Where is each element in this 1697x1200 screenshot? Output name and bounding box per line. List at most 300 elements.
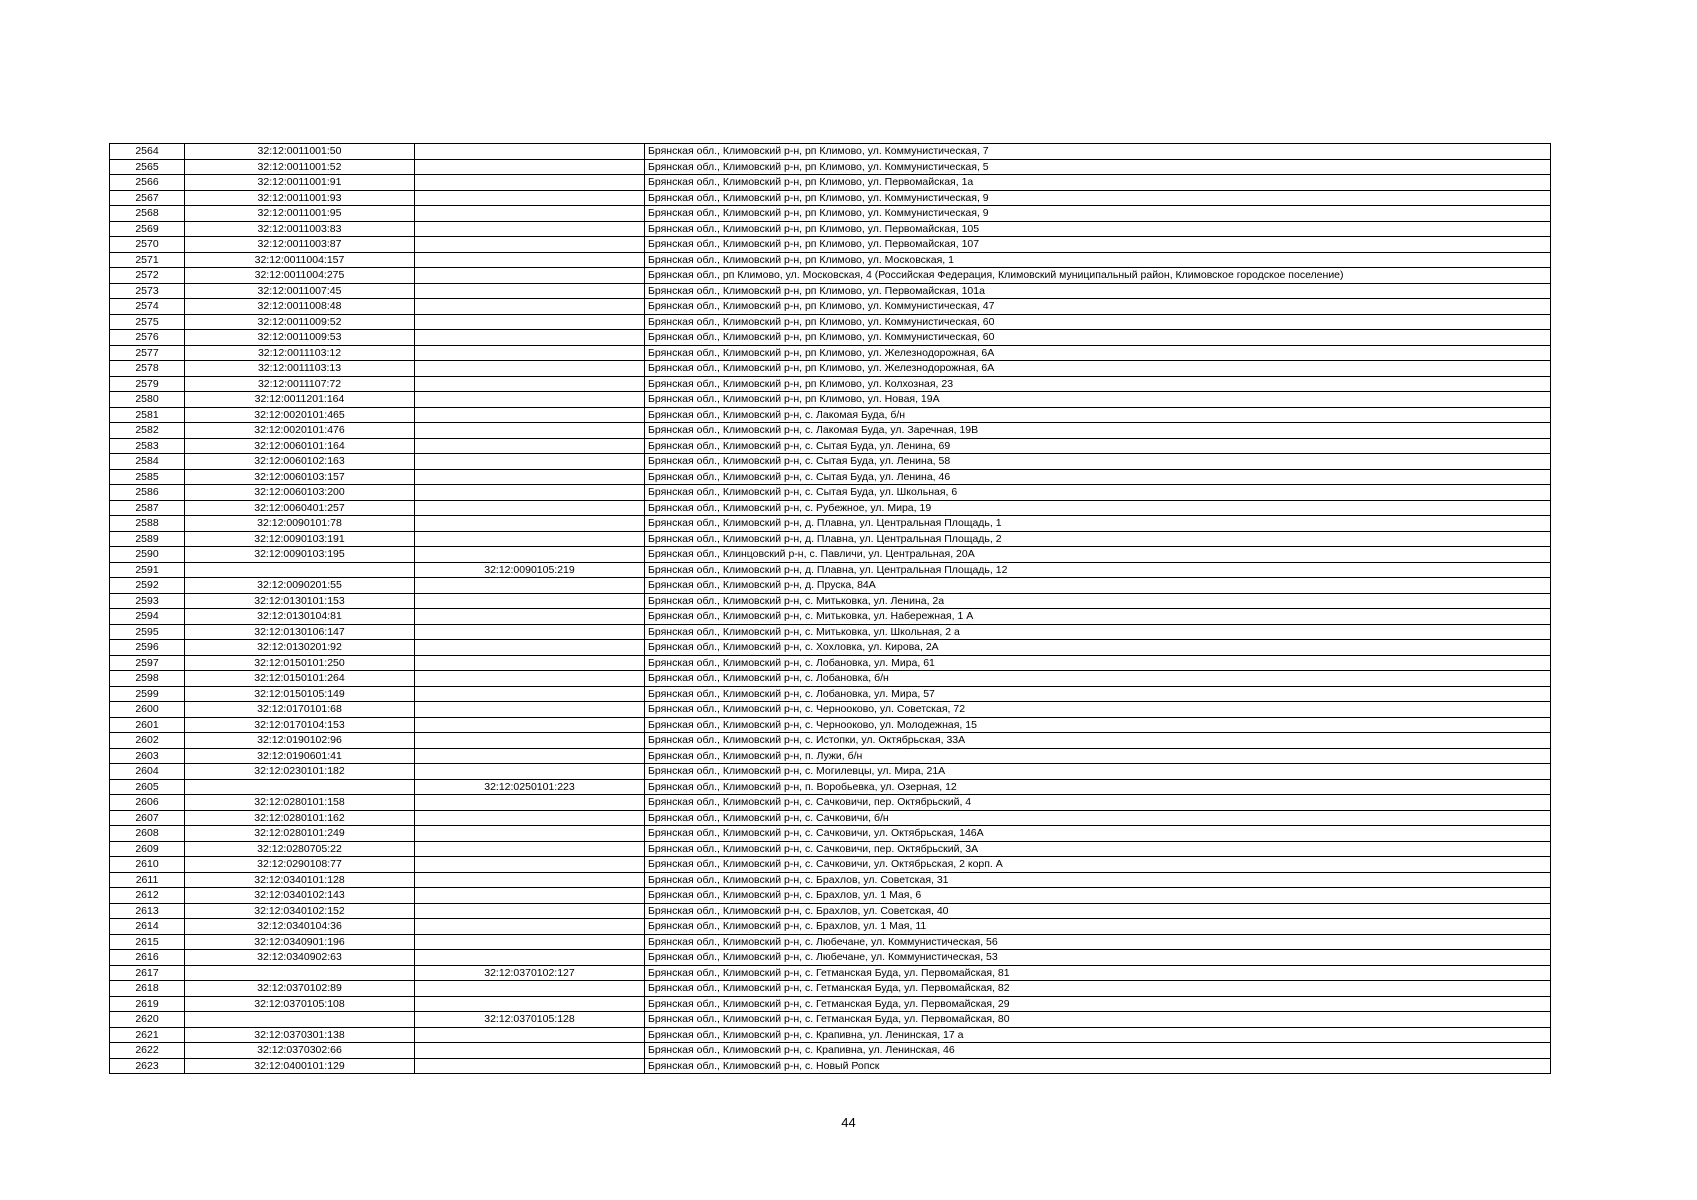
table-row bbox=[110, 438, 1551, 454]
alt-cadastral-number-cell bbox=[415, 624, 645, 640]
alt-cadastral-number-cell bbox=[415, 841, 645, 857]
row-number-cell: 2591 bbox=[110, 562, 185, 578]
address-cell: Брянская обл., Климовский р-н, рп Климово, ул. Коммунистическая, 60 bbox=[645, 314, 1551, 330]
address-cell: Брянская обл., Климовский р-н, с. Сытая Буда, ул. Ленина, 58 bbox=[645, 454, 1551, 470]
row-number-cell: 2585 bbox=[110, 469, 185, 485]
address-cell: Брянская обл., Климовский р-н, с. Сачковичи, ул. Октябрьская, 146А bbox=[645, 826, 1551, 842]
row-number-cell: 2606 bbox=[110, 795, 185, 811]
cadastral-number-cell: 32:12:0011004:157 bbox=[185, 252, 415, 268]
alt-cadastral-number-cell bbox=[415, 748, 645, 764]
cadastral-number-cell: 32:12:0011001:52 bbox=[185, 159, 415, 175]
address-cell: Брянская обл., Климовский р-н, с. Сачковичи, пер. Октябрьский, 3А bbox=[645, 841, 1551, 857]
cadastral-number-cell: 32:12:0370301:138 bbox=[185, 1027, 415, 1043]
row-number-cell: 2572 bbox=[110, 268, 185, 284]
cadastral-number-cell: 32:12:0060401:257 bbox=[185, 500, 415, 516]
cadastral-number-cell: 32:12:0340102:143 bbox=[185, 888, 415, 904]
address-cell: Брянская обл., Климовский р-н, рп Климово, ул. Первомайская, 1а bbox=[645, 175, 1551, 191]
row-number-cell: 2604 bbox=[110, 764, 185, 780]
table-row bbox=[110, 996, 1551, 1012]
address-cell: Брянская обл., Климовский р-н, с. Гетманская Буда, ул. Первомайская, 81 bbox=[645, 965, 1551, 981]
row-number-cell: 2595 bbox=[110, 624, 185, 640]
cadastral-number-cell: 32:12:0011003:87 bbox=[185, 237, 415, 253]
alt-cadastral-number-cell bbox=[415, 733, 645, 749]
row-number-cell: 2590 bbox=[110, 547, 185, 563]
registry-table-body bbox=[110, 144, 1551, 1074]
row-number-cell: 2583 bbox=[110, 438, 185, 454]
alt-cadastral-number-cell bbox=[415, 500, 645, 516]
row-number-cell: 2582 bbox=[110, 423, 185, 439]
address-cell: Брянская обл., Климовский р-н, с. Чернооково, ул. Молодежная, 15 bbox=[645, 717, 1551, 733]
address-cell: Брянская обл., Климовский р-н, рп Климово, ул. Московская, 1 bbox=[645, 252, 1551, 268]
cadastral-number-cell: 32:12:0370302:66 bbox=[185, 1043, 415, 1059]
alt-cadastral-number-cell bbox=[415, 283, 645, 299]
alt-cadastral-number-cell bbox=[415, 423, 645, 439]
cadastral-number-cell: 32:12:0011009:53 bbox=[185, 330, 415, 346]
alt-cadastral-number-cell bbox=[415, 175, 645, 191]
cadastral-number-cell: 32:12:0130101:153 bbox=[185, 593, 415, 609]
cadastral-number-cell: 32:12:0060102:163 bbox=[185, 454, 415, 470]
table-row bbox=[110, 748, 1551, 764]
address-cell: Брянская обл., Климовский р-н, рп Климово, ул. Коммунистическая, 9 bbox=[645, 190, 1551, 206]
row-number-cell: 2602 bbox=[110, 733, 185, 749]
cadastral-number-cell: 32:12:0011103:12 bbox=[185, 345, 415, 361]
row-number-cell: 2600 bbox=[110, 702, 185, 718]
alt-cadastral-number-cell bbox=[415, 981, 645, 997]
alt-cadastral-number-cell bbox=[415, 547, 645, 563]
row-number-cell: 2610 bbox=[110, 857, 185, 873]
row-number-cell: 2620 bbox=[110, 1012, 185, 1028]
address-cell: Брянская обл., Климовский р-н, с. Чернооково, ул. Советская, 72 bbox=[645, 702, 1551, 718]
alt-cadastral-number-cell bbox=[415, 1043, 645, 1059]
address-cell: Брянская обл., Климовский р-н, с. Любечане, ул. Коммунистическая, 56 bbox=[645, 934, 1551, 950]
alt-cadastral-number-cell bbox=[415, 268, 645, 284]
cadastral-number-cell: 32:12:0150101:250 bbox=[185, 655, 415, 671]
table-row bbox=[110, 407, 1551, 423]
table-row bbox=[110, 702, 1551, 718]
address-cell: Брянская обл., Климовский р-н, с. Сачковичи, ул. Октябрьская, 2 корп. А bbox=[645, 857, 1551, 873]
cadastral-number-cell: 32:12:0280101:158 bbox=[185, 795, 415, 811]
table-row bbox=[110, 795, 1551, 811]
row-number-cell: 2577 bbox=[110, 345, 185, 361]
alt-cadastral-number-cell: 32:12:0250101:223 bbox=[415, 779, 645, 795]
cadastral-number-cell: 32:12:0090103:191 bbox=[185, 531, 415, 547]
table-row bbox=[110, 175, 1551, 191]
table-row bbox=[110, 562, 1551, 578]
cadastral-number-cell: 32:12:0340902:63 bbox=[185, 950, 415, 966]
row-number-cell: 2571 bbox=[110, 252, 185, 268]
table-row bbox=[110, 1043, 1551, 1059]
table-row bbox=[110, 888, 1551, 904]
row-number-cell: 2578 bbox=[110, 361, 185, 377]
cadastral-number-cell: 32:12:0280101:162 bbox=[185, 810, 415, 826]
address-cell: Брянская обл., Климовский р-н, с. Лобановка, б/н bbox=[645, 671, 1551, 687]
alt-cadastral-number-cell bbox=[415, 609, 645, 625]
address-cell: Брянская обл., Климовский р-н, с. Брахлов, ул. 1 Мая, 11 bbox=[645, 919, 1551, 935]
alt-cadastral-number-cell bbox=[415, 655, 645, 671]
row-number-cell: 2618 bbox=[110, 981, 185, 997]
cadastral-number-cell: 32:12:0280705:22 bbox=[185, 841, 415, 857]
address-cell: Брянская обл., Климовский р-н, рп Климово, ул. Коммунистическая, 5 bbox=[645, 159, 1551, 175]
address-cell: Брянская обл., Климовский р-н, с. Митьковка, ул. Ленина, 2а bbox=[645, 593, 1551, 609]
address-cell: Брянская обл., Климовский р-н, с. Хохловка, ул. Кирова, 2А bbox=[645, 640, 1551, 656]
table-row bbox=[110, 903, 1551, 919]
table-row bbox=[110, 159, 1551, 175]
address-cell: Брянская обл., Климовский р-н, с. Гетманская Буда, ул. Первомайская, 82 bbox=[645, 981, 1551, 997]
address-cell: Брянская обл., Климовский р-н, с. Любечане, ул. Коммунистическая, 53 bbox=[645, 950, 1551, 966]
row-number-cell: 2579 bbox=[110, 376, 185, 392]
cadastral-number-cell: 32:12:0011007:45 bbox=[185, 283, 415, 299]
address-cell: Брянская обл., Климовский р-н, с. Истопки, ул. Октябрьская, 33А bbox=[645, 733, 1551, 749]
alt-cadastral-number-cell bbox=[415, 578, 645, 594]
row-number-cell: 2611 bbox=[110, 872, 185, 888]
cadastral-number-cell: 32:12:0011004:275 bbox=[185, 268, 415, 284]
row-number-cell: 2612 bbox=[110, 888, 185, 904]
cadastral-number-cell: 32:12:0290108:77 bbox=[185, 857, 415, 873]
row-number-cell: 2589 bbox=[110, 531, 185, 547]
address-cell: Брянская обл., Климовский р-н, д. Плавна, ул. Центральная Площадь, 12 bbox=[645, 562, 1551, 578]
row-number-cell: 2596 bbox=[110, 640, 185, 656]
cadastral-number-cell bbox=[185, 965, 415, 981]
table-row bbox=[110, 547, 1551, 563]
alt-cadastral-number-cell bbox=[415, 1027, 645, 1043]
table-row bbox=[110, 221, 1551, 237]
address-cell: Брянская обл., Климовский р-н, рп Климово, ул. Первомайская, 107 bbox=[645, 237, 1551, 253]
table-row bbox=[110, 810, 1551, 826]
table-row bbox=[110, 686, 1551, 702]
cadastral-number-cell: 32:12:0090201:55 bbox=[185, 578, 415, 594]
alt-cadastral-number-cell bbox=[415, 671, 645, 687]
address-cell: Брянская обл., Климовский р-н, рп Климово, ул. Первомайская, 101а bbox=[645, 283, 1551, 299]
row-number-cell: 2592 bbox=[110, 578, 185, 594]
table-row bbox=[110, 454, 1551, 470]
address-cell: Брянская обл., Климовский р-н, с. Сачковичи, б/н bbox=[645, 810, 1551, 826]
address-cell: Брянская обл., Климовский р-н, с. Сытая Буда, ул. Школьная, 6 bbox=[645, 485, 1551, 501]
address-cell: Брянская обл., Климовский р-н, рп Климово, ул. Коммунистическая, 9 bbox=[645, 206, 1551, 222]
address-cell: Брянская обл., Климовский р-н, с. Лакомая Буда, ул. Заречная, 19В bbox=[645, 423, 1551, 439]
row-number-cell: 2617 bbox=[110, 965, 185, 981]
cadastral-number-cell: 32:12:0340901:196 bbox=[185, 934, 415, 950]
alt-cadastral-number-cell bbox=[415, 469, 645, 485]
cadastral-number-cell: 32:12:0011201:164 bbox=[185, 392, 415, 408]
cadastral-number-cell: 32:12:0130201:92 bbox=[185, 640, 415, 656]
alt-cadastral-number-cell bbox=[415, 190, 645, 206]
alt-cadastral-number-cell bbox=[415, 764, 645, 780]
address-cell: Брянская обл., Клинцовский р-н, с. Павличи, ул. Центральная, 20А bbox=[645, 547, 1551, 563]
table-row bbox=[110, 376, 1551, 392]
row-number-cell: 2580 bbox=[110, 392, 185, 408]
address-cell: Брянская обл., Климовский р-н, с. Митьковка, ул. Школьная, 2 а bbox=[645, 624, 1551, 640]
cadastral-number-cell: 32:12:0150105:149 bbox=[185, 686, 415, 702]
table-row bbox=[110, 531, 1551, 547]
row-number-cell: 2597 bbox=[110, 655, 185, 671]
alt-cadastral-number-cell: 32:12:0370102:127 bbox=[415, 965, 645, 981]
table-row bbox=[110, 624, 1551, 640]
alt-cadastral-number-cell bbox=[415, 144, 645, 160]
address-cell: Брянская обл., Климовский р-н, с. Митьковка, ул. Набережная, 1 А bbox=[645, 609, 1551, 625]
cadastral-number-cell: 32:12:0170101:68 bbox=[185, 702, 415, 718]
address-cell: Брянская обл., Климовский р-н, с. Гетманская Буда, ул. Первомайская, 29 bbox=[645, 996, 1551, 1012]
table-row bbox=[110, 252, 1551, 268]
table-row bbox=[110, 965, 1551, 981]
row-number-cell: 2601 bbox=[110, 717, 185, 733]
cadastral-number-cell: 32:12:0190601:41 bbox=[185, 748, 415, 764]
cadastral-number-cell: 32:12:0011001:95 bbox=[185, 206, 415, 222]
alt-cadastral-number-cell bbox=[415, 206, 645, 222]
table-row bbox=[110, 516, 1551, 532]
alt-cadastral-number-cell bbox=[415, 593, 645, 609]
alt-cadastral-number-cell bbox=[415, 872, 645, 888]
page-number: 44 bbox=[841, 1115, 856, 1130]
alt-cadastral-number-cell bbox=[415, 919, 645, 935]
address-cell: Брянская обл., Климовский р-н, рп Климово, ул. Коммунистическая, 7 bbox=[645, 144, 1551, 160]
cadastral-number-cell: 32:12:0011003:83 bbox=[185, 221, 415, 237]
address-cell: Брянская обл., Климовский р-н, п. Воробьевка, ул. Озерная, 12 bbox=[645, 779, 1551, 795]
table-row bbox=[110, 640, 1551, 656]
cadastral-number-cell bbox=[185, 1012, 415, 1028]
address-cell: Брянская обл., Климовский р-н, рп Климово, ул. Новая, 19А bbox=[645, 392, 1551, 408]
cadastral-number-cell: 32:12:0011107:72 bbox=[185, 376, 415, 392]
table-row bbox=[110, 314, 1551, 330]
alt-cadastral-number-cell bbox=[415, 903, 645, 919]
row-number-cell: 2570 bbox=[110, 237, 185, 253]
address-cell: Брянская обл., Климовский р-н, с. Новый Ропск bbox=[645, 1058, 1551, 1074]
alt-cadastral-number-cell bbox=[415, 686, 645, 702]
address-cell: Брянская обл., Климовский р-н, рп Климово, ул. Первомайская, 105 bbox=[645, 221, 1551, 237]
address-cell: Брянская обл., Климовский р-н, рп Климово, ул. Железнодорожная, 6А bbox=[645, 345, 1551, 361]
cadastral-number-cell: 32:12:0370102:89 bbox=[185, 981, 415, 997]
alt-cadastral-number-cell: 32:12:0090105:219 bbox=[415, 562, 645, 578]
table-row bbox=[110, 981, 1551, 997]
alt-cadastral-number-cell bbox=[415, 330, 645, 346]
table-row bbox=[110, 841, 1551, 857]
cadastral-number-cell: 32:12:0340101:128 bbox=[185, 872, 415, 888]
cadastral-number-cell: 32:12:0400101:129 bbox=[185, 1058, 415, 1074]
cadastral-number-cell: 32:12:0370105:108 bbox=[185, 996, 415, 1012]
row-number-cell: 2566 bbox=[110, 175, 185, 191]
alt-cadastral-number-cell bbox=[415, 717, 645, 733]
row-number-cell: 2588 bbox=[110, 516, 185, 532]
address-cell: Брянская обл., Климовский р-н, с. Сытая Буда, ул. Ленина, 69 bbox=[645, 438, 1551, 454]
cadastral-number-cell: 32:12:0060103:200 bbox=[185, 485, 415, 501]
cadastral-number-cell: 32:12:0011008:48 bbox=[185, 299, 415, 315]
alt-cadastral-number-cell bbox=[415, 299, 645, 315]
table-row bbox=[110, 500, 1551, 516]
cadastral-number-cell: 32:12:0011103:13 bbox=[185, 361, 415, 377]
table-row bbox=[110, 190, 1551, 206]
row-number-cell: 2586 bbox=[110, 485, 185, 501]
alt-cadastral-number-cell bbox=[415, 888, 645, 904]
row-number-cell: 2605 bbox=[110, 779, 185, 795]
table-row bbox=[110, 268, 1551, 284]
alt-cadastral-number-cell bbox=[415, 795, 645, 811]
table-row bbox=[110, 671, 1551, 687]
table-row bbox=[110, 950, 1551, 966]
table-row bbox=[110, 857, 1551, 873]
cadastral-number-cell: 32:12:0130106:147 bbox=[185, 624, 415, 640]
alt-cadastral-number-cell bbox=[415, 531, 645, 547]
registry-table bbox=[109, 143, 1551, 1074]
alt-cadastral-number-cell bbox=[415, 857, 645, 873]
row-number-cell: 2615 bbox=[110, 934, 185, 950]
table-row bbox=[110, 578, 1551, 594]
table-row bbox=[110, 345, 1551, 361]
address-cell: Брянская обл., Климовский р-н, с. Брахлов, ул. 1 Мая, 6 bbox=[645, 888, 1551, 904]
address-cell: Брянская обл., Климовский р-н, с. Лобановка, ул. Мира, 61 bbox=[645, 655, 1551, 671]
address-cell: Брянская обл., Климовский р-н, с. Рубежное, ул. Мира, 19 bbox=[645, 500, 1551, 516]
table-row bbox=[110, 1012, 1551, 1028]
cadastral-number-cell: 32:12:0011001:93 bbox=[185, 190, 415, 206]
alt-cadastral-number-cell: 32:12:0370105:128 bbox=[415, 1012, 645, 1028]
cadastral-number-cell: 32:12:0280101:249 bbox=[185, 826, 415, 842]
table-row bbox=[110, 609, 1551, 625]
cadastral-number-cell: 32:12:0090101:78 bbox=[185, 516, 415, 532]
row-number-cell: 2593 bbox=[110, 593, 185, 609]
row-number-cell: 2621 bbox=[110, 1027, 185, 1043]
table-row bbox=[110, 469, 1551, 485]
alt-cadastral-number-cell bbox=[415, 826, 645, 842]
row-number-cell: 2565 bbox=[110, 159, 185, 175]
address-cell: Брянская обл., Климовский р-н, д. Плавна, ул. Центральная Площадь, 2 bbox=[645, 531, 1551, 547]
cadastral-number-cell: 32:12:0090103:195 bbox=[185, 547, 415, 563]
alt-cadastral-number-cell bbox=[415, 345, 645, 361]
address-cell: Брянская обл., Климовский р-н, рп Климово, ул. Железнодорожная, 6А bbox=[645, 361, 1551, 377]
table-row bbox=[110, 1027, 1551, 1043]
cadastral-number-cell: 32:12:0170104:153 bbox=[185, 717, 415, 733]
address-cell: Брянская обл., Климовский р-н, с. Крапивна, ул. Ленинская, 17 а bbox=[645, 1027, 1551, 1043]
table-row bbox=[110, 423, 1551, 439]
row-number-cell: 2567 bbox=[110, 190, 185, 206]
row-number-cell: 2614 bbox=[110, 919, 185, 935]
cadastral-number-cell: 32:12:0340102:152 bbox=[185, 903, 415, 919]
row-number-cell: 2603 bbox=[110, 748, 185, 764]
table-row bbox=[110, 593, 1551, 609]
table-row bbox=[110, 934, 1551, 950]
cadastral-number-cell: 32:12:0011009:52 bbox=[185, 314, 415, 330]
alt-cadastral-number-cell bbox=[415, 314, 645, 330]
address-cell: Брянская обл., Климовский р-н, с. Лакомая Буда, б/н bbox=[645, 407, 1551, 423]
table-row bbox=[110, 299, 1551, 315]
row-number-cell: 2564 bbox=[110, 144, 185, 160]
row-number-cell: 2599 bbox=[110, 686, 185, 702]
alt-cadastral-number-cell bbox=[415, 640, 645, 656]
row-number-cell: 2594 bbox=[110, 609, 185, 625]
cadastral-number-cell: 32:12:0020101:476 bbox=[185, 423, 415, 439]
alt-cadastral-number-cell bbox=[415, 221, 645, 237]
cadastral-number-cell: 32:12:0230101:182 bbox=[185, 764, 415, 780]
address-cell: Брянская обл., Климовский р-н, с. Лобановка, ул. Мира, 57 bbox=[645, 686, 1551, 702]
cadastral-number-cell: 32:12:0011001:50 bbox=[185, 144, 415, 160]
cadastral-number-cell bbox=[185, 779, 415, 795]
cadastral-number-cell: 32:12:0150101:264 bbox=[185, 671, 415, 687]
cadastral-number-cell: 32:12:0060101:164 bbox=[185, 438, 415, 454]
table-row bbox=[110, 1058, 1551, 1074]
alt-cadastral-number-cell bbox=[415, 485, 645, 501]
table-row bbox=[110, 237, 1551, 253]
address-cell: Брянская обл., Климовский р-н, рп Климово, ул. Коммунистическая, 60 bbox=[645, 330, 1551, 346]
address-cell: Брянская обл., Климовский р-н, с. Сачковичи, пер. Октябрьский, 4 bbox=[645, 795, 1551, 811]
alt-cadastral-number-cell bbox=[415, 361, 645, 377]
table-row bbox=[110, 764, 1551, 780]
table-row bbox=[110, 872, 1551, 888]
table-row bbox=[110, 779, 1551, 795]
row-number-cell: 2573 bbox=[110, 283, 185, 299]
address-cell: Брянская обл., Климовский р-н, д. Пруска, 84А bbox=[645, 578, 1551, 594]
table-row bbox=[110, 717, 1551, 733]
alt-cadastral-number-cell bbox=[415, 934, 645, 950]
row-number-cell: 2608 bbox=[110, 826, 185, 842]
row-number-cell: 2623 bbox=[110, 1058, 185, 1074]
row-number-cell: 2569 bbox=[110, 221, 185, 237]
alt-cadastral-number-cell bbox=[415, 1058, 645, 1074]
row-number-cell: 2575 bbox=[110, 314, 185, 330]
address-cell: Брянская обл., Климовский р-н, рп Климово, ул. Колхозная, 23 bbox=[645, 376, 1551, 392]
alt-cadastral-number-cell bbox=[415, 237, 645, 253]
table-row bbox=[110, 330, 1551, 346]
cadastral-number-cell: 32:12:0011001:91 bbox=[185, 175, 415, 191]
alt-cadastral-number-cell bbox=[415, 159, 645, 175]
row-number-cell: 2581 bbox=[110, 407, 185, 423]
table-row bbox=[110, 485, 1551, 501]
table-row bbox=[110, 361, 1551, 377]
table-row bbox=[110, 919, 1551, 935]
alt-cadastral-number-cell bbox=[415, 516, 645, 532]
cadastral-number-cell: 32:12:0130104:81 bbox=[185, 609, 415, 625]
table-row bbox=[110, 392, 1551, 408]
cadastral-number-cell: 32:12:0060103:157 bbox=[185, 469, 415, 485]
table-row bbox=[110, 826, 1551, 842]
row-number-cell: 2616 bbox=[110, 950, 185, 966]
table-row bbox=[110, 283, 1551, 299]
row-number-cell: 2622 bbox=[110, 1043, 185, 1059]
address-cell: Брянская обл., рп Климово, ул. Московская, 4 (Российская Федерация, Климовский муниципальный район, Климовское городское поселение) bbox=[645, 268, 1551, 284]
table-row bbox=[110, 655, 1551, 671]
row-number-cell: 2584 bbox=[110, 454, 185, 470]
alt-cadastral-number-cell bbox=[415, 810, 645, 826]
table-row bbox=[110, 206, 1551, 222]
alt-cadastral-number-cell bbox=[415, 376, 645, 392]
table-row bbox=[110, 733, 1551, 749]
address-cell: Брянская обл., Климовский р-н, с. Могилевцы, ул. Мира, 21А bbox=[645, 764, 1551, 780]
cadastral-number-cell: 32:12:0020101:465 bbox=[185, 407, 415, 423]
cadastral-number-cell: 32:12:0340104:36 bbox=[185, 919, 415, 935]
row-number-cell: 2598 bbox=[110, 671, 185, 687]
alt-cadastral-number-cell bbox=[415, 392, 645, 408]
alt-cadastral-number-cell bbox=[415, 996, 645, 1012]
row-number-cell: 2568 bbox=[110, 206, 185, 222]
cadastral-number-cell bbox=[185, 562, 415, 578]
row-number-cell: 2619 bbox=[110, 996, 185, 1012]
row-number-cell: 2607 bbox=[110, 810, 185, 826]
alt-cadastral-number-cell bbox=[415, 252, 645, 268]
row-number-cell: 2574 bbox=[110, 299, 185, 315]
row-number-cell: 2609 bbox=[110, 841, 185, 857]
row-number-cell: 2576 bbox=[110, 330, 185, 346]
address-cell: Брянская обл., Климовский р-н, с. Брахлов, ул. Советская, 40 bbox=[645, 903, 1551, 919]
alt-cadastral-number-cell bbox=[415, 950, 645, 966]
alt-cadastral-number-cell bbox=[415, 454, 645, 470]
address-cell: Брянская обл., Климовский р-н, с. Сытая Буда, ул. Ленина, 46 bbox=[645, 469, 1551, 485]
alt-cadastral-number-cell bbox=[415, 407, 645, 423]
address-cell: Брянская обл., Климовский р-н, д. Плавна, ул. Центральная Площадь, 1 bbox=[645, 516, 1551, 532]
address-cell: Брянская обл., Климовский р-н, с. Гетманская Буда, ул. Первомайская, 80 bbox=[645, 1012, 1551, 1028]
address-cell: Брянская обл., Климовский р-н, с. Крапивна, ул. Ленинская, 46 bbox=[645, 1043, 1551, 1059]
table-row bbox=[110, 144, 1551, 160]
alt-cadastral-number-cell bbox=[415, 702, 645, 718]
address-cell: Брянская обл., Климовский р-н, рп Климово, ул. Коммунистическая, 47 bbox=[645, 299, 1551, 315]
address-cell: Брянская обл., Климовский р-н, п. Лужи, б/н bbox=[645, 748, 1551, 764]
row-number-cell: 2613 bbox=[110, 903, 185, 919]
row-number-cell: 2587 bbox=[110, 500, 185, 516]
